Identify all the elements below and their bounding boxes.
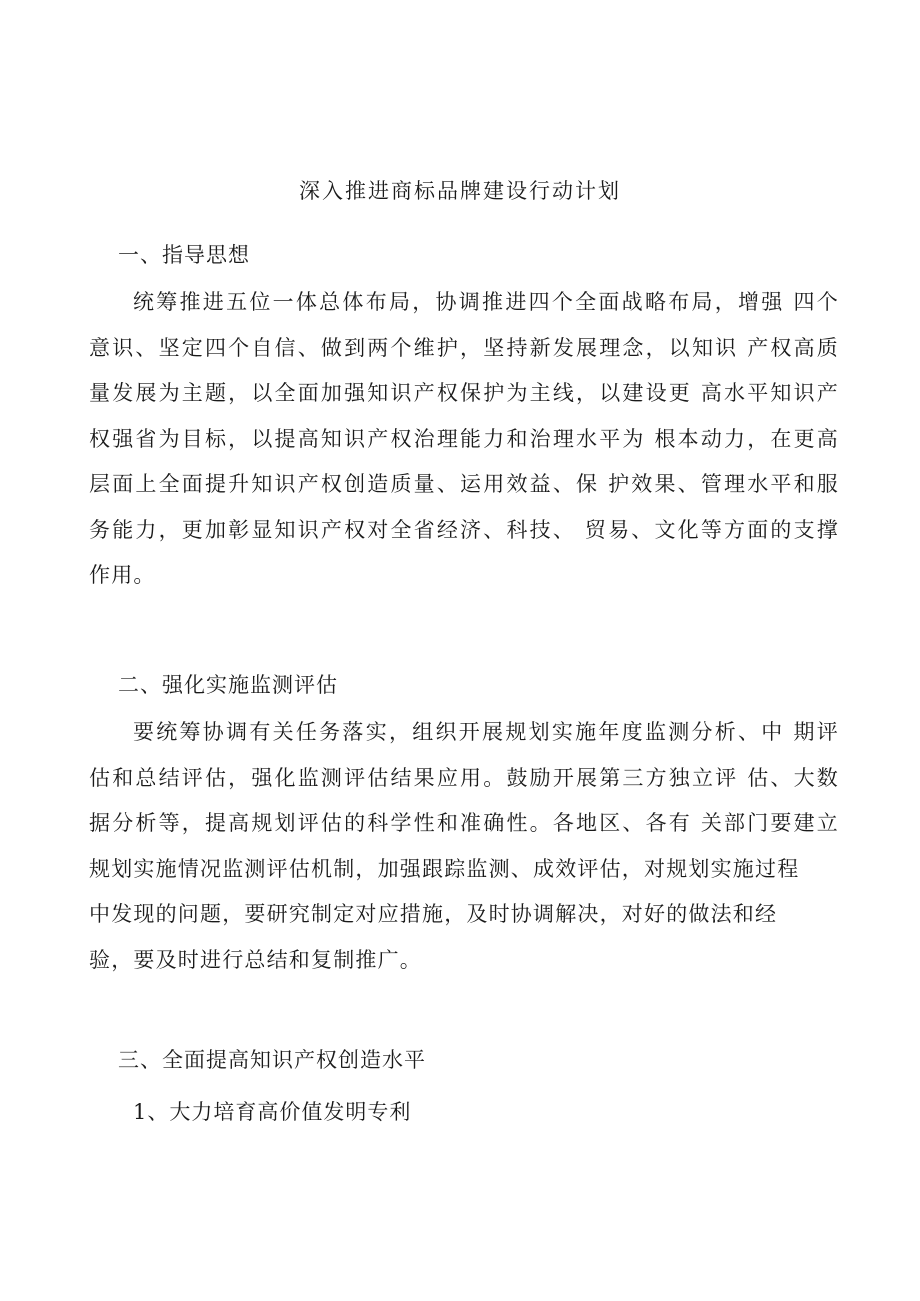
section-body-guiding-ideology	[89, 287, 839, 606]
subsection-heading-patents: 1、大力培育高价值发明专利	[133, 1100, 412, 1124]
document-title: 深入推进商标品牌建设行动计划	[299, 179, 621, 203]
paragraph-line: 统筹推进五位一体总体布局，协调推进四个全面战略布局，增强 四个	[133, 290, 839, 314]
paragraph-line: 要统筹协调有关任务落实，组织开展规划实施年度监测分析、中 期评	[133, 720, 839, 744]
section-heading-guiding-ideology: 一、指导思想	[118, 243, 250, 267]
paragraph-line: 估和总结评估，强化监测评估结果应用。鼓励开展第三方独立评 估、大数	[89, 765, 839, 790]
paragraph-line: 据分析等，提高规划评估的科学性和准确性。各地区、各有 关部门要建立	[89, 811, 839, 835]
paragraph-line: 作用。	[89, 563, 156, 587]
paragraph-line: 权强省为目标，以提高知识产权治理能力和治理水平为 根本动力，在更高	[89, 426, 839, 451]
paragraph-line: 意识、坚定四个自信、做到两个维护，坚持新发展理念，以知识 产权高质	[89, 335, 839, 360]
paragraph-line: 验，要及时进行总结和复制推广。	[89, 947, 422, 972]
section-heading-monitoring: 二、强化实施监测评估	[118, 673, 338, 697]
section-heading-ip-creation: 三、全面提高知识产权创造水平	[118, 1048, 426, 1072]
paragraph-line: 层面上全面提升知识产权创造质量、运用效益、保 护效果、管理水平和服	[89, 472, 839, 496]
paragraph-line: 规划实施情况监测评估机制，加强跟踪监测、成效评估，对规划实施过程	[89, 856, 800, 881]
paragraph-line: 量发展为主题，以全面加强知识产权保护为主线，以建设更 高水平知识产	[89, 381, 839, 405]
paragraph-line: 务能力，更加彰显知识产权对全省经济、科技、 贸易、文化等方面的支撑	[89, 517, 839, 542]
paragraph-line: 中发现的问题，要研究制定对应措施，及时协调解决，对好的做法和经	[89, 902, 778, 926]
section-body-monitoring	[89, 717, 839, 990]
